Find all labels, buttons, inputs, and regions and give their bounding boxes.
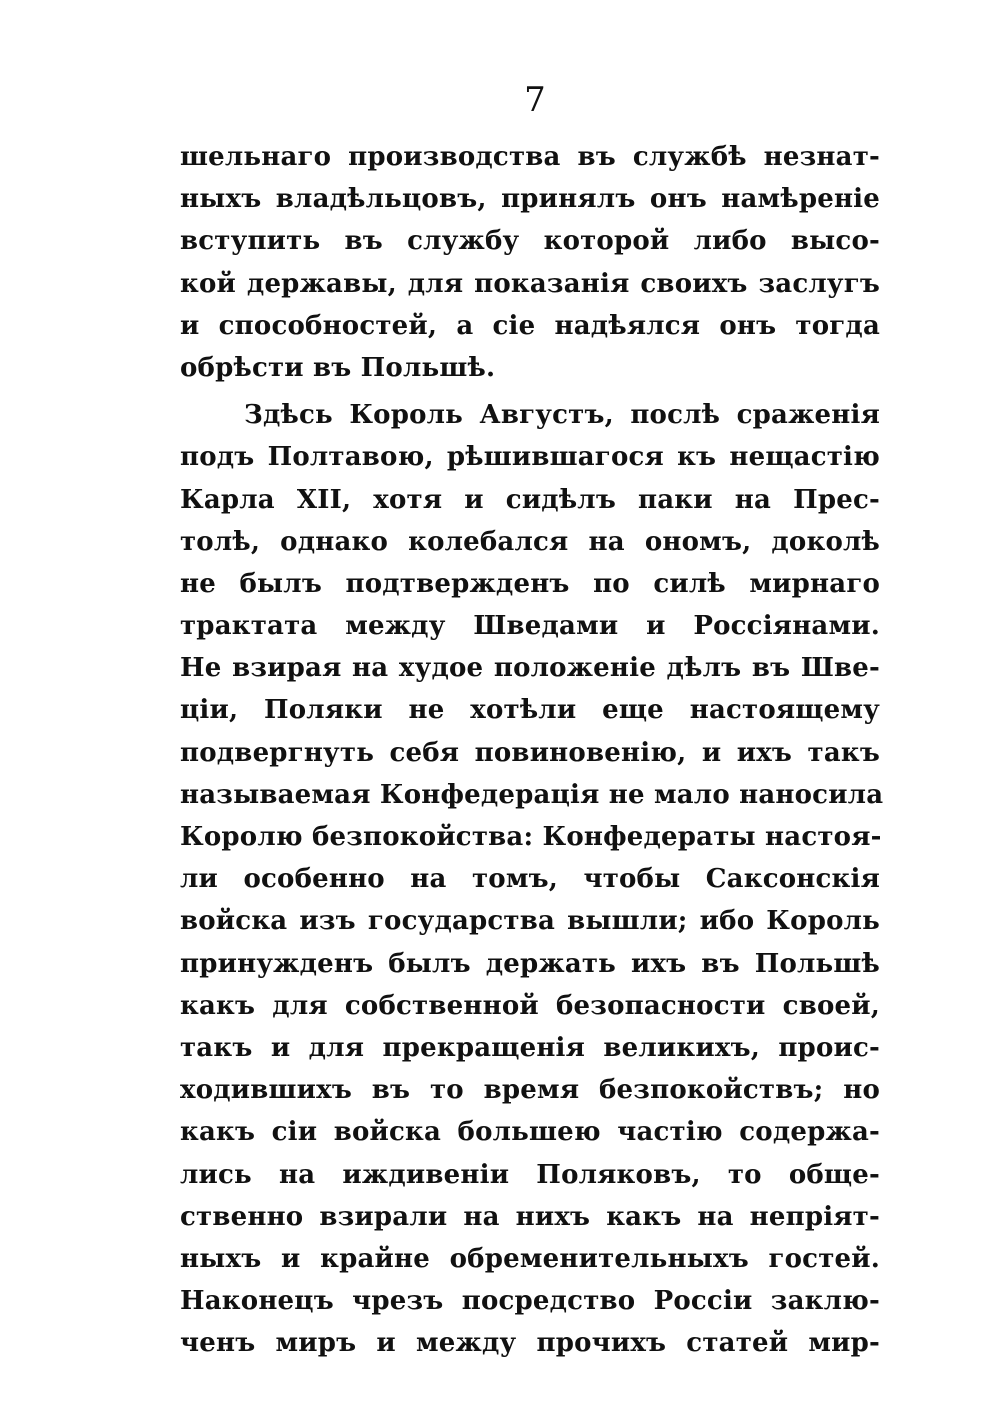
text-line: ли особенно на томъ, чтобы Саксонскія [180, 864, 880, 895]
text-line: ченъ миръ и между прочихъ статей мир- [180, 1328, 880, 1359]
text-line: шельнаго производства въ службѣ незнат- [180, 142, 880, 172]
paragraph-2 [180, 394, 884, 1364]
text-line: не былъ подтвержденъ по силѣ мирнаго [180, 568, 880, 599]
text-line: вступить въ службу которой либо высо- [180, 226, 880, 257]
text-line: ныхъ владѣльцовъ, принялъ онъ намѣреніе [180, 184, 880, 215]
text-line: и способностей, а сіе надѣялся онъ тогда [180, 310, 880, 341]
text-line: называемая Конфедерація не мало наносила [180, 779, 884, 810]
text-line: кой державы, для показанія своихъ заслугъ [180, 268, 880, 299]
text-line: ціи, Поляки не хотѣли еще настоящему [180, 695, 880, 726]
paragraph-1 [180, 136, 880, 389]
text-line: Здѣсь Король Августъ, послѣ сраженія [244, 400, 880, 431]
text-line: ныхъ и крайне обременительныхъ гостей. [180, 1243, 880, 1274]
text-line: принужденъ былъ держать ихъ въ Польшѣ [180, 948, 880, 979]
text-line: обрѣсти въ Польшѣ. [180, 352, 496, 383]
text-line: подвергнуть себя повиновенію, и ихъ такъ [180, 737, 880, 768]
text-line: толѣ, однако колебался на ономъ, доколѣ [180, 526, 880, 557]
text-line: лись на иждивеніи Поляковъ, то обще- [180, 1159, 880, 1190]
text-line: Не взирая на худое положеніе дѣлъ въ Шве- [180, 653, 880, 684]
text-line: войска изъ государства вышли; ибо Король [180, 906, 880, 937]
text-line: какъ сіи войска большею частію содержа- [180, 1117, 880, 1148]
text-line: ходившихъ въ то время безпокойствъ; но [180, 1075, 880, 1106]
text-line: трактата между Шведами и Россіянами. [180, 611, 880, 642]
text-line: какъ для собственной безопасности своей, [180, 990, 880, 1021]
text-line: такъ и для прекращенія великихъ, проис- [180, 1032, 880, 1063]
text-line: подъ Полтавою, рѣшившагося къ нещастію [180, 442, 880, 473]
text-line: Наконецъ чрезъ посредство Россіи заклю- [180, 1286, 880, 1317]
text-line: ственно взирали на нихъ какъ на непріят- [180, 1201, 880, 1232]
page-number: 7 [524, 80, 546, 120]
text-line: Королю безпокойства: Конфедераты настоя- [180, 822, 882, 852]
text-line: Карла XII, хотя и сидѣлъ паки на Прес- [180, 484, 880, 515]
body-text [180, 136, 884, 1364]
